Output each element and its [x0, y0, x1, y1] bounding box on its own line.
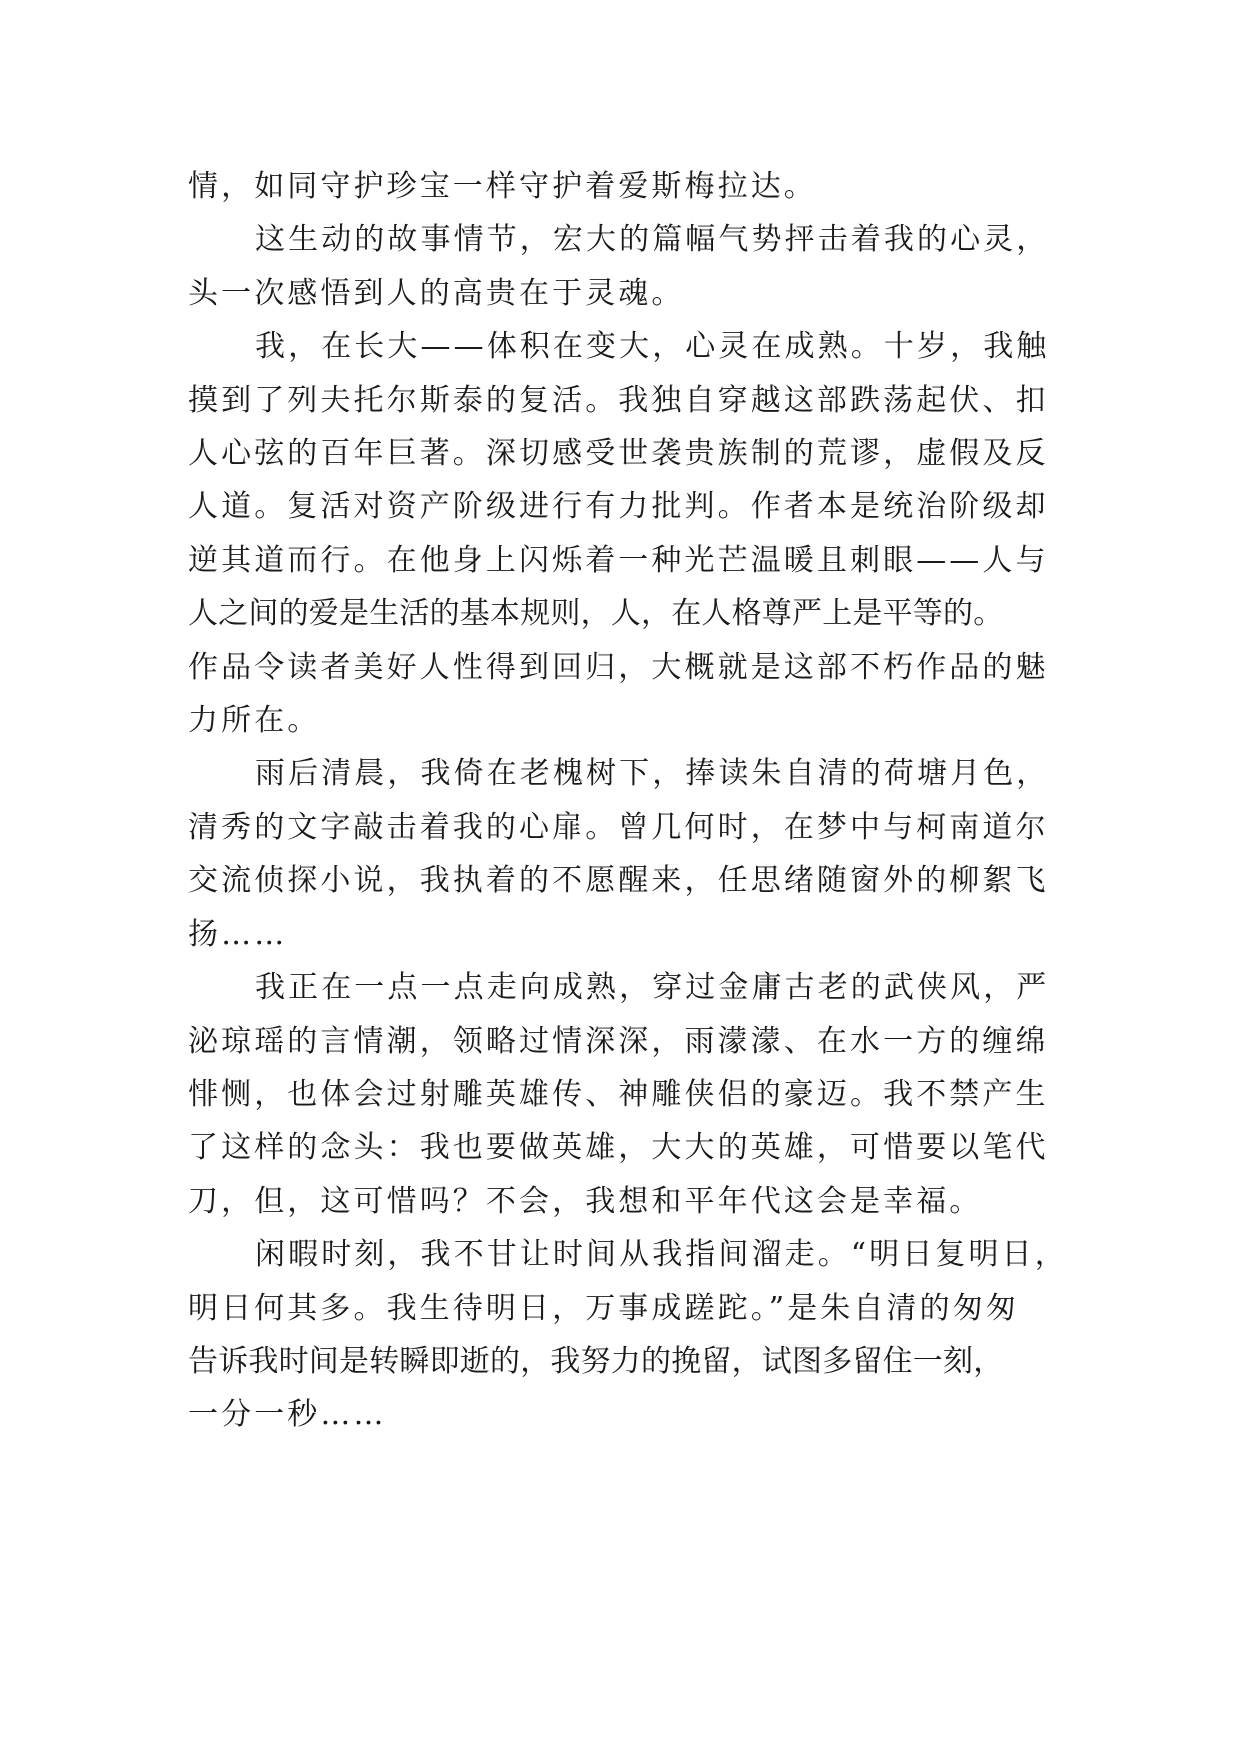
- text-line: 明日何其多。我生待明日，万事成蹉跎。”是朱自清的匆匆: [188, 1290, 1019, 1326]
- text-line: 情，如同守护珍宝一样守护着爱斯梅拉达。: [188, 169, 817, 204]
- text-line: 闲暇时刻，我不甘让时间从我指间溜走。“明日复明日，: [255, 1237, 1068, 1273]
- text-line: 逆其道而行。在他身上闪烁着一种光芒温暖且刺眼——人与: [188, 542, 1049, 578]
- text-line: 扬……: [188, 916, 288, 952]
- text-line: 这生动的故事情节，宏大的篇幅气势抨击着我的心灵，: [255, 222, 1050, 258]
- text-line: 悱恻，也体会过射雕英雄传、神雕侠侣的豪迈。我不禁产生: [188, 1076, 1049, 1112]
- text-line: 告诉我时间是转瞬即逝的，我努力的挽留，试图多留住一刻，: [188, 1343, 1004, 1379]
- text-line: 人道。复活对资产阶级进行有力批判。作者本是统治阶级却: [188, 489, 1049, 525]
- text-line: 我正在一点一点走向成熟，穿过金庸古老的武侠风，严: [255, 970, 1050, 1006]
- text-line: 清秀的文字敲击着我的心扉。曾几何时，在梦中与柯南道尔: [188, 809, 1049, 845]
- paragraph-6: [188, 1228, 1068, 1442]
- text-line: 头一次感悟到人的高贵在于灵魂。: [188, 275, 685, 311]
- text-line: 摸到了列夫托尔斯泰的复活。我独自穿越这部跌荡起伏、扣: [188, 382, 1049, 418]
- text-line: 人之间的爱是生活的基本规则，人，在人格尊严上是平等的。: [188, 596, 1004, 632]
- paragraph-1: [188, 160, 1058, 213]
- text-line: 一分一秒……: [188, 1397, 387, 1433]
- paragraph-4: [188, 747, 1058, 961]
- text-line: 力所在。: [188, 703, 321, 739]
- paragraph-3: [188, 320, 1058, 747]
- text-line: 我，在长大——体积在变大，心灵在成熟。十岁，我触: [255, 329, 1050, 365]
- text-line: 雨后清晨，我倚在老槐树下，捧读朱自清的荷塘月色，: [255, 756, 1050, 792]
- text-line: 泌琼瑶的言情潮，领略过情深深，雨濛濛、在水一方的缠绵: [188, 1023, 1049, 1059]
- paragraph-5: [188, 961, 1058, 1228]
- text-line: 交流侦探小说，我执着的不愿醒来，任思绪随窗外的柳絮飞: [188, 863, 1049, 899]
- text-line: 作品令读者美好人性得到回归，大概就是这部不朽作品的魅: [188, 649, 1049, 685]
- text-line: 人心弦的百年巨著。深切感受世袭贵族制的荒谬，虚假及反: [188, 436, 1049, 472]
- text-line: 了这样的念头：我也要做英雄，大大的英雄，可惜要以笔代: [188, 1130, 1049, 1166]
- document-body: [188, 160, 1068, 1442]
- paragraph-2: [188, 213, 1058, 320]
- text-line: 刀，但，这可惜吗？不会，我想和平年代这会是幸福。: [188, 1183, 983, 1219]
